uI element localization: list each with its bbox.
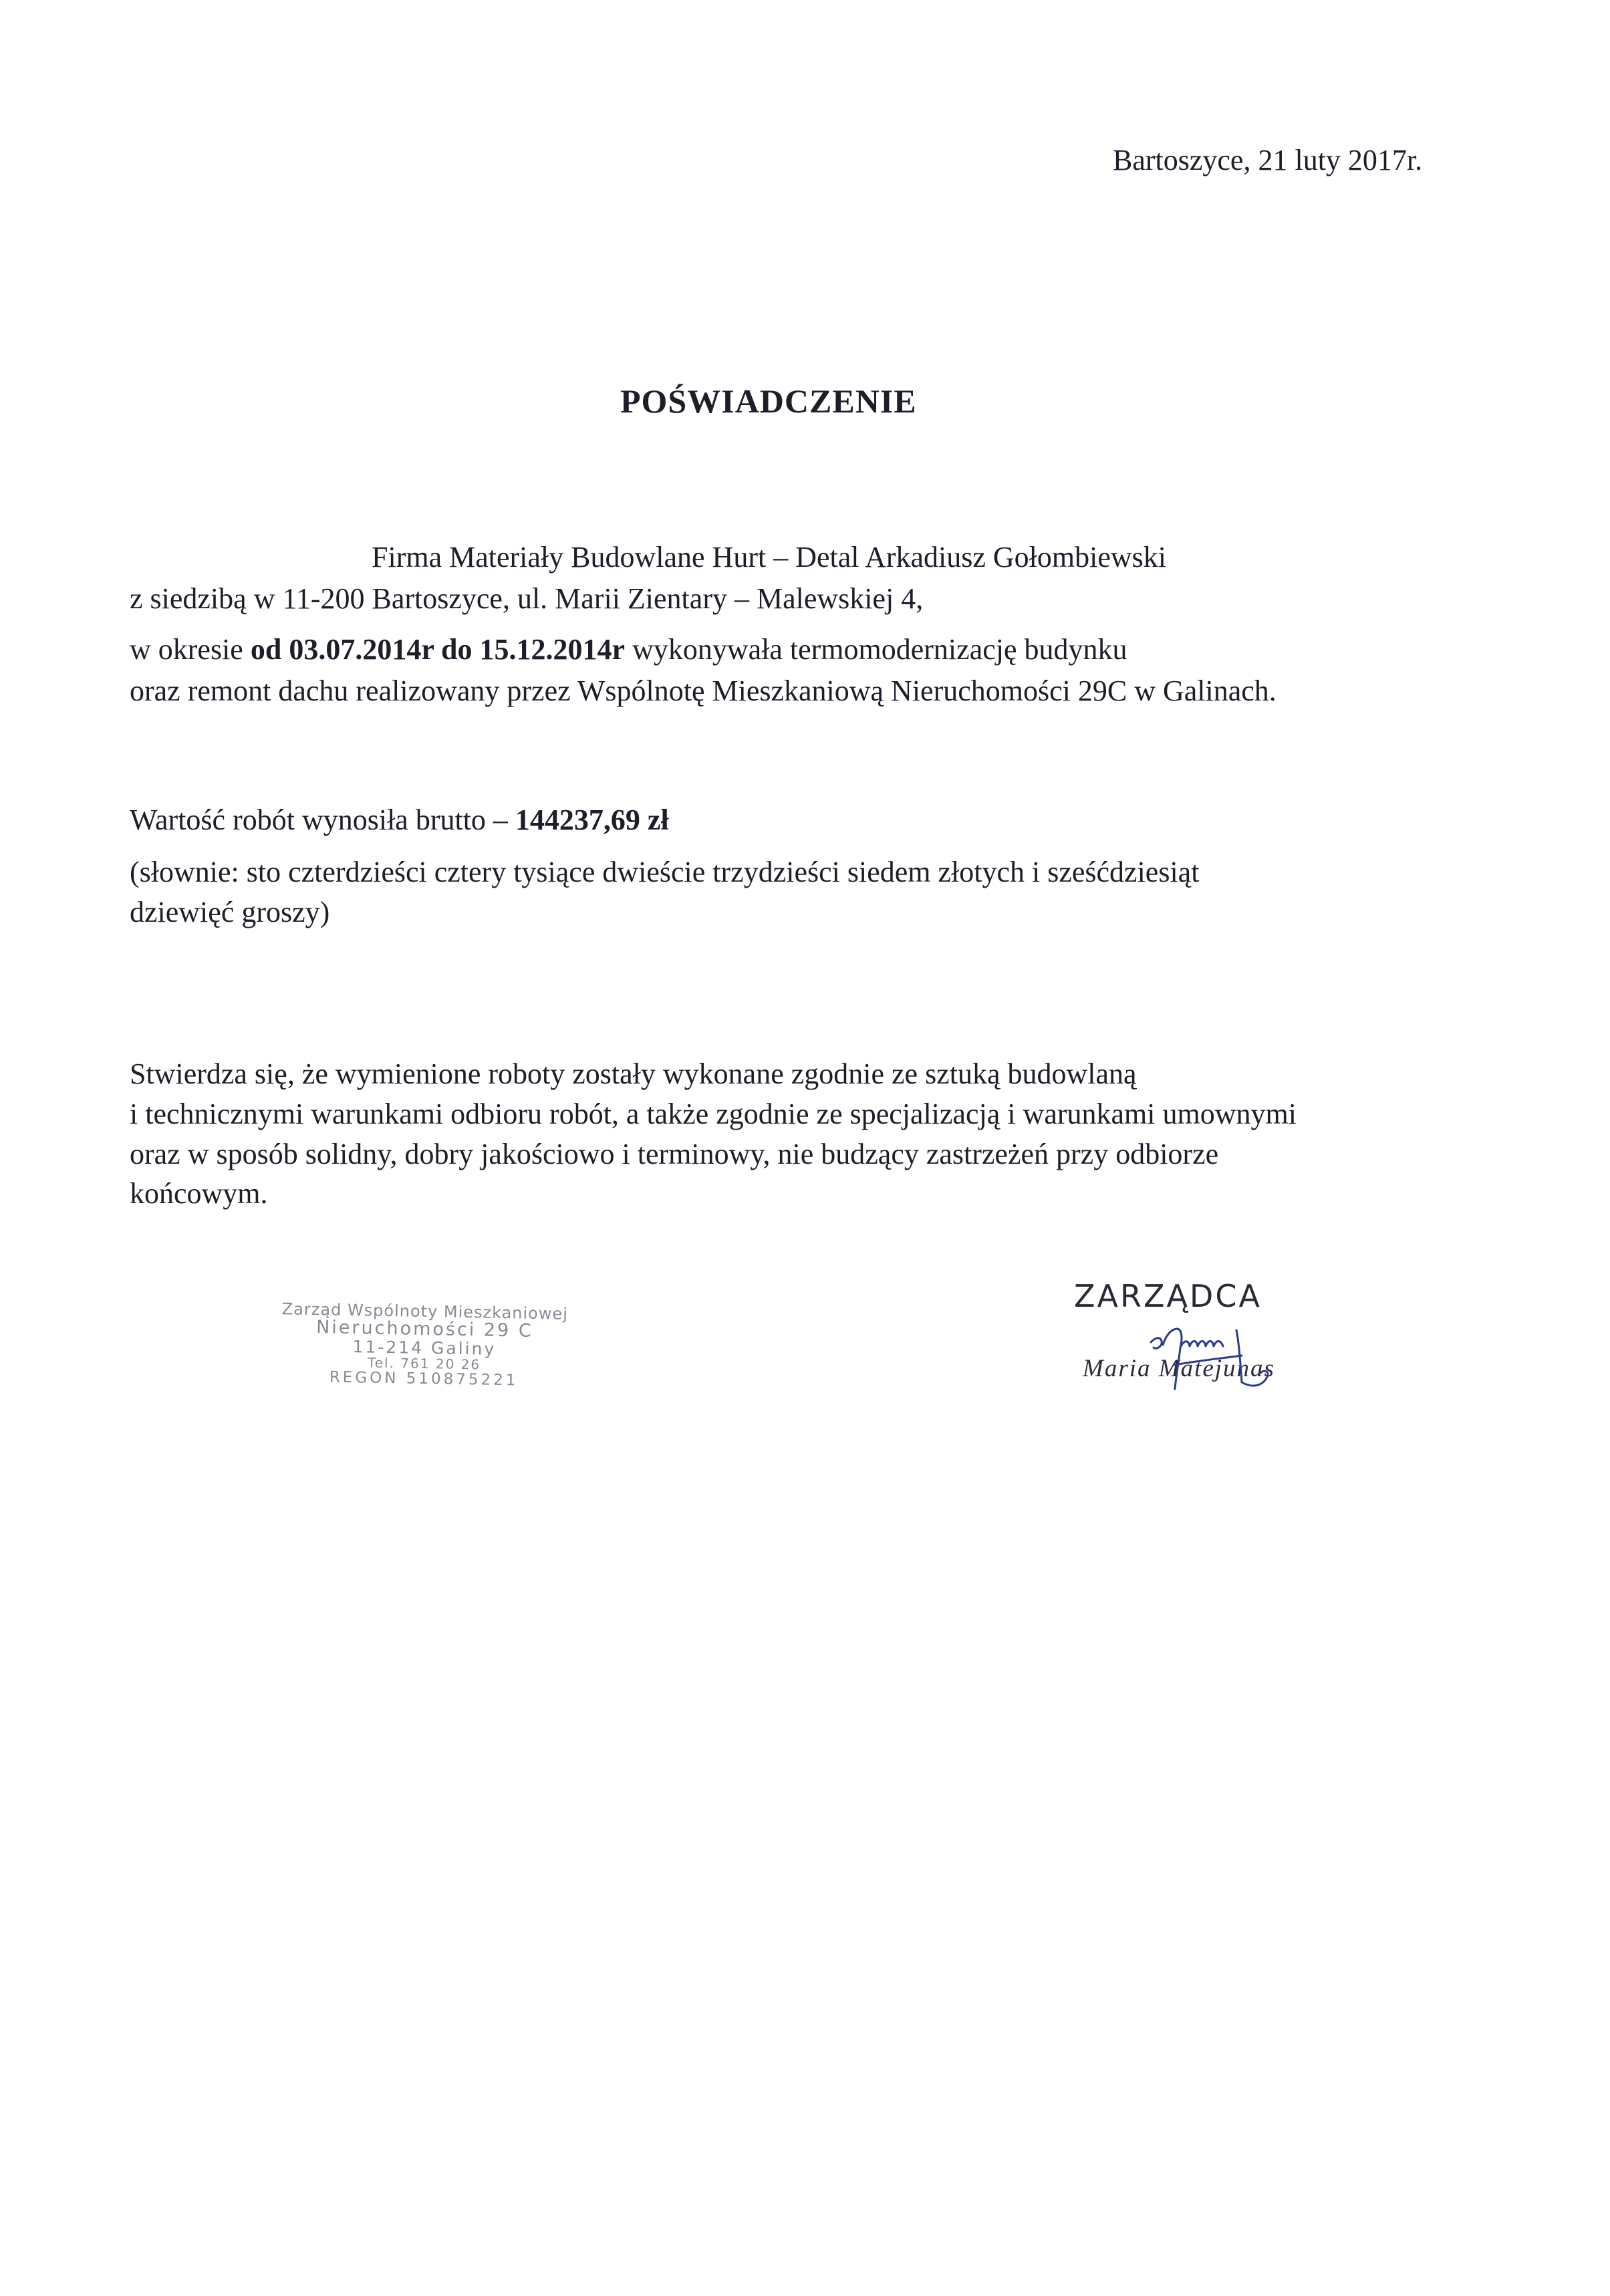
stamp-line: REGON 510875221 bbox=[329, 1368, 519, 1390]
company-line: Firma Materiały Budowlane Hurt – Detal Arkadiusz Gołombiewski bbox=[372, 541, 1166, 573]
value-prefix: Wartość robót wynosiła brutto – bbox=[130, 803, 515, 836]
signature-stroke bbox=[1151, 1338, 1162, 1349]
value-amount: 144237,69 zł bbox=[515, 803, 669, 836]
stamp-line: 11-214 Galiny bbox=[352, 1336, 497, 1359]
statement-line: Stwierdza się, że wymienione roboty zostały wykonane zgodnie ze sztuką budowlaną bbox=[130, 1057, 1137, 1090]
signature-stroke bbox=[1180, 1342, 1223, 1348]
place-date: Bartoszyce, 21 luty 2017r. bbox=[1113, 144, 1423, 176]
signature-stroke bbox=[1163, 1329, 1182, 1389]
statement-line: końcowym. bbox=[130, 1177, 268, 1210]
manager-role-stamp: ZARZĄDCA bbox=[1074, 1278, 1262, 1314]
handwritten-signature bbox=[1136, 1310, 1310, 1417]
stamp-line: Tel. 761 20 26 bbox=[367, 1354, 481, 1373]
stamp-line: Zarząd Wspólnoty Mieszkaniowej bbox=[281, 1299, 569, 1323]
period-line bbox=[130, 635, 1127, 664]
community-stamp bbox=[263, 1301, 585, 1390]
value-words-line: (słownie: sto czterdzieści cztery tysiące dwieście trzydzieści siedem złotych i sześćdziesiąt bbox=[130, 856, 1200, 888]
statement-line: oraz w sposób solidny, dobry jakościowo i terminowy, nie budzący zastrzeżeń przy odbiorze bbox=[130, 1138, 1219, 1170]
manager-name-stamp: Maria Matejunas bbox=[1083, 1355, 1275, 1382]
signature-stroke bbox=[1242, 1371, 1268, 1386]
address-line: z siedzibą w 11-200 Bartoszyce, ul. Marii Zientary – Malewskiej 4, bbox=[130, 582, 924, 615]
signature-stroke bbox=[1175, 1356, 1242, 1365]
value-words-line: dziewięć groszy) bbox=[130, 896, 330, 928]
document-title: POŚWIADCZENIE bbox=[620, 382, 917, 420]
statement-line: i technicznymi warunkami odbioru robót, a także zgodnie ze specjalizacją i warunkami umownymi bbox=[130, 1098, 1297, 1130]
value-line bbox=[130, 805, 669, 835]
period-prefix: w okresie bbox=[130, 633, 251, 666]
period-suffix: wykonywała termomodernizację budynku bbox=[625, 633, 1127, 666]
stamp-line: Nieruchomości 29 C bbox=[315, 1317, 533, 1342]
scope-line: oraz remont dachu realizowany przez Wspólnotę Mieszkaniową Nieruchomości 29C w Galinach. bbox=[130, 674, 1277, 707]
period-dates: od 03.07.2014r do 15.12.2014r bbox=[250, 633, 626, 666]
